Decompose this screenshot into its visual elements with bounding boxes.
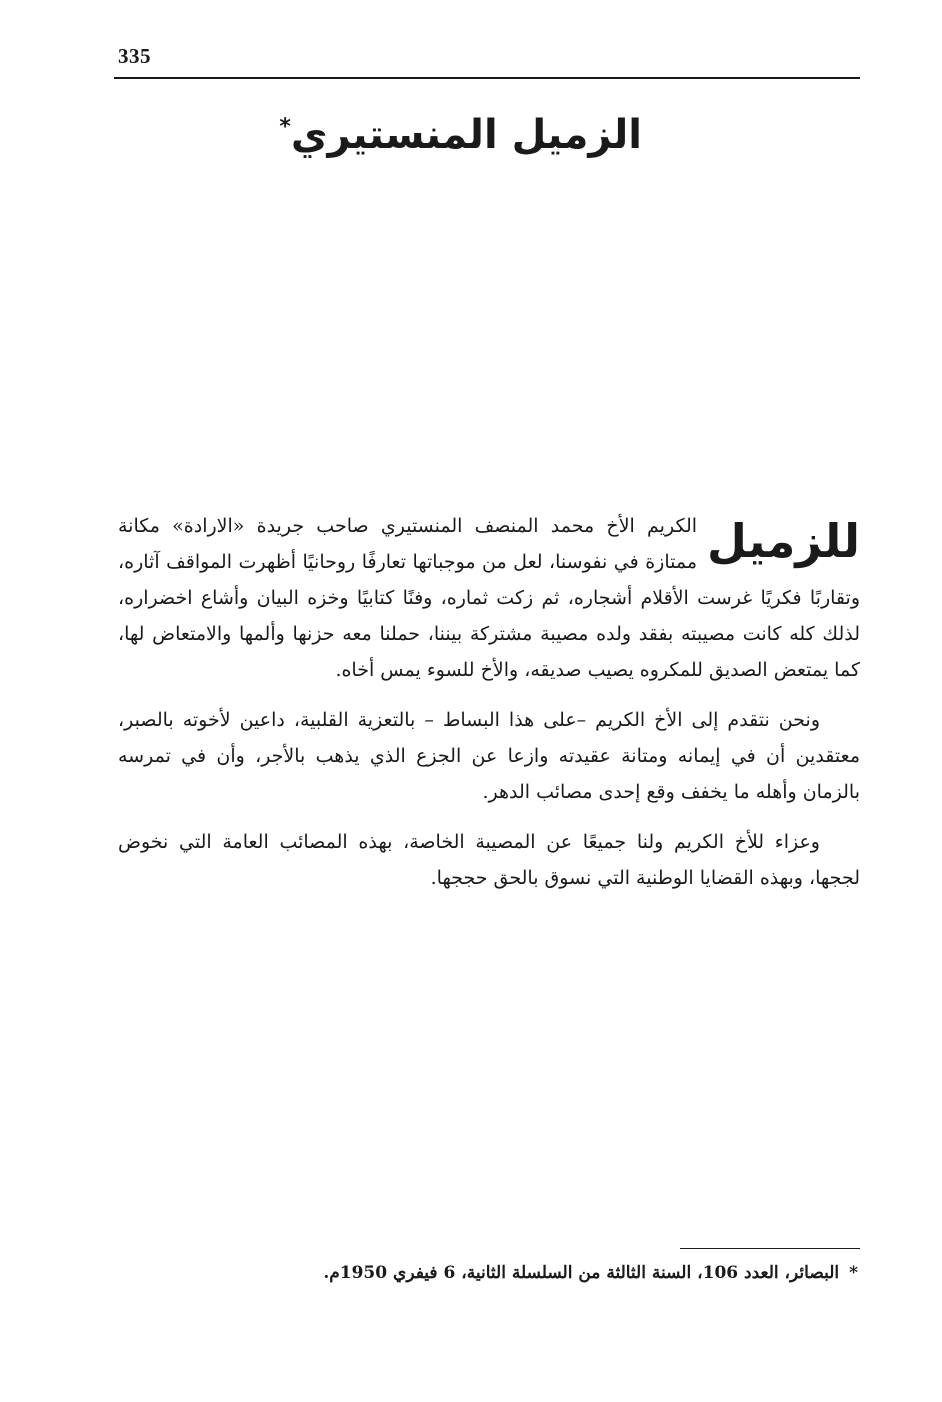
title-text: الزميل المنستيري [290,112,642,158]
paragraph-3-text: وعزاء للأخ الكريم ولنا جميعًا عن المصيبة الخاصة، بهذه المصائب العامة التي نخوض لججها، وبهذه القضايا الوطنية التي نسوق بالحق حججها. [118,831,860,889]
paragraph-2-text: ونحن نتقدم إلى الأخ الكريم –على هذا البساط – بالتعزية القلبية، داعين لأخوته بالصبر، معتقدين أن في إيمانه ومتانة عقيدته وازعا عن الجزع الذي يذهب بالأجر، وأن في تمرسه بالزمان وأهله ما يخفف وقع إحدى مصائب الدهر. [118,709,860,803]
paragraph-1 [118,508,860,688]
footnote-rule [680,1248,860,1249]
page-title [279,112,642,158]
title-footnote-marker: * [279,114,291,140]
footnote [323,1263,858,1283]
drop-cap-word: للزميل [707,514,860,568]
header-rule [114,77,860,79]
paragraph-2 [118,702,860,810]
footnote-marker: * [849,1263,858,1283]
article-body [118,508,860,910]
paragraph-3 [118,824,860,896]
paragraph-1-text: الكريم الأخ محمد المنصف المنستيري صاحب جريدة «الارادة» مكانة ممتازة في نفوسنا، لعل من موجباتها تعارفًا روحانيًا أظهرت المواقف آثاره، وتقاربًا فكريًا غرست الأقلام أشجاره، ثم زكت ثماره، وفنًا كتابيًا وخزه البيان وأشاع اخضراره، لذلك كله كانت مصيبته بفقد ولده مصيبة مشتركة بيننا، حملنا معه حزنها وألمها والامتعاض لها، كما يمتعض الصديق للمكروه يصيب صديقه، والأخ للسوء يمس أخاه. [118,515,860,681]
page-number: 335 [118,44,151,68]
footnote-text: البصائر، العدد 106، السنة الثالثة من السلسلة الثانية، 6 فيفري 1950م. [323,1263,840,1283]
